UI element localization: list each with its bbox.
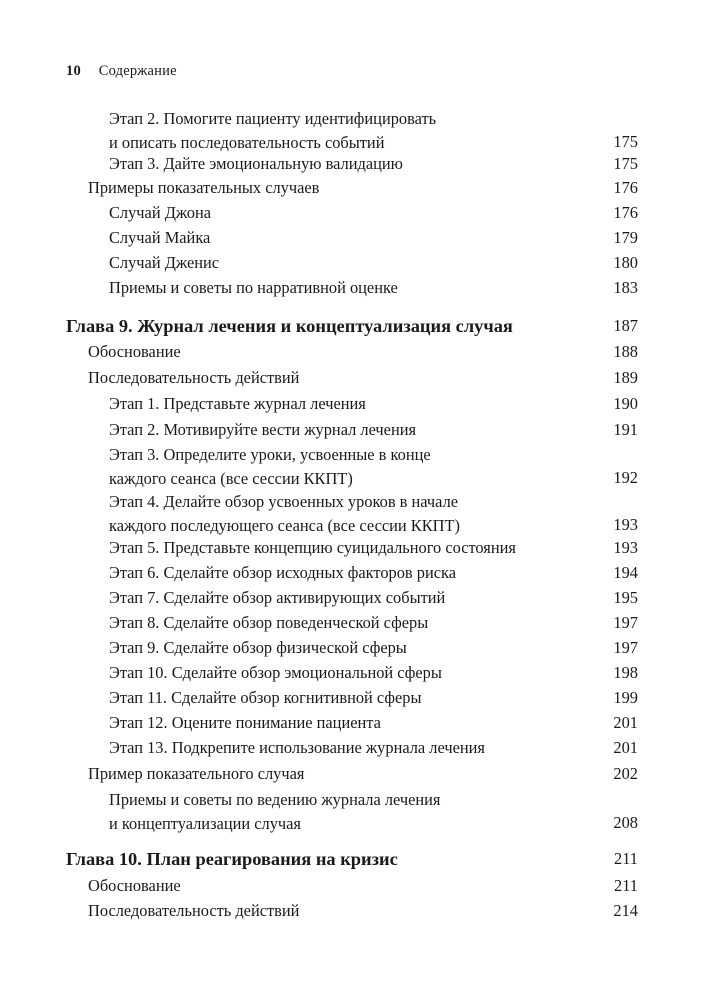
toc-entry-page: 197 bbox=[613, 638, 638, 657]
toc-entry-title bbox=[88, 899, 299, 923]
toc-entry-title bbox=[88, 366, 299, 390]
toc-entry-title bbox=[109, 788, 440, 836]
running-header bbox=[66, 63, 177, 80]
toc-entry-title bbox=[88, 874, 181, 898]
toc-entry-page: 190 bbox=[613, 394, 638, 413]
toc-entry-title-line: Обоснование bbox=[88, 876, 181, 895]
toc-entry-page: 189 bbox=[613, 368, 638, 387]
toc-entry-title-line: Этап 3. Определите уроки, усвоенные в конце bbox=[109, 445, 431, 464]
running-title: Содержание bbox=[98, 63, 177, 79]
toc-entry-page: 176 bbox=[613, 203, 638, 222]
toc-entry-title-line: Глава 9. Журнал лечения и концептуализация случая bbox=[66, 316, 513, 336]
toc-entry-title-line: Этап 7. Сделайте обзор активирующих событий bbox=[109, 588, 446, 607]
toc-entry-page: 191 bbox=[613, 420, 638, 439]
toc-entry-title bbox=[109, 686, 421, 710]
toc-entry-page: 211 bbox=[614, 876, 638, 895]
page-number: 10 bbox=[66, 63, 81, 79]
toc-entry-page: 198 bbox=[613, 663, 638, 682]
toc-entry-title bbox=[109, 418, 416, 442]
toc-entry-title-line: Этап 8. Сделайте обзор поведенческой сферы bbox=[109, 613, 429, 632]
toc-entry-title-line: Обоснование bbox=[88, 342, 181, 361]
toc-entry-title bbox=[88, 176, 319, 200]
toc-entry-page: 193 bbox=[613, 515, 638, 534]
toc-entry-page: 201 bbox=[613, 738, 638, 757]
toc-entry-page: 183 bbox=[613, 278, 638, 297]
toc-entry-title bbox=[109, 226, 210, 250]
toc-entry-page: 208 bbox=[613, 813, 638, 832]
toc-entry-page: 202 bbox=[613, 764, 638, 783]
toc-entry-title-line: Этап 6. Сделайте обзор исходных факторов риска bbox=[109, 563, 456, 582]
toc-entry-title bbox=[109, 392, 366, 416]
toc-entry-title bbox=[109, 443, 431, 491]
toc-entry-title-line: Этап 3. Дайте эмоциональную валидацию bbox=[109, 154, 403, 173]
toc-entry-page: 195 bbox=[613, 588, 638, 607]
toc-entry-title bbox=[109, 536, 516, 560]
toc-entry-page: 175 bbox=[613, 154, 638, 173]
toc-entry-page: 192 bbox=[613, 468, 638, 487]
toc-entry-title bbox=[109, 561, 456, 585]
toc-entry-title-line: Этап 4. Делайте обзор усвоенных уроков в начале bbox=[109, 492, 459, 511]
toc-entry-title-line: Приемы и советы по ведению журнала лечения bbox=[109, 790, 441, 809]
toc-entry-page: 180 bbox=[613, 253, 638, 272]
toc-entry-title bbox=[109, 152, 403, 176]
toc-entry-page: 176 bbox=[613, 178, 638, 197]
toc-entry-title-line: Этап 12. Оцените понимание пациента bbox=[109, 713, 381, 732]
toc-entry-page: 194 bbox=[613, 563, 638, 582]
toc-entry-page: 188 bbox=[613, 342, 638, 361]
toc-entry-title-line: Случай Джона bbox=[109, 203, 212, 222]
toc-entry-title-line: Этап 9. Сделайте обзор физической сферы bbox=[109, 638, 407, 657]
toc-entry-title-line: Пример показательного случая bbox=[88, 764, 305, 783]
toc-entry-title-line: Этап 11. Сделайте обзор когнитивной сферы bbox=[109, 688, 422, 707]
toc-entry-title bbox=[109, 276, 398, 300]
toc-entry-page: 187 bbox=[613, 316, 638, 335]
toc-entry-page: 214 bbox=[613, 901, 638, 920]
toc-entry-title-line: Этап 2. Мотивируйте вести журнал лечения bbox=[109, 420, 417, 439]
toc-entry-title bbox=[66, 314, 513, 338]
toc-entry-title bbox=[109, 251, 219, 275]
toc-entry-title-line: Этап 10. Сделайте обзор эмоциональной сферы bbox=[109, 663, 442, 682]
toc-entry-page: 193 bbox=[613, 538, 638, 557]
toc-entry-page: 211 bbox=[614, 849, 638, 868]
toc-entry-title-line: Последовательность действий bbox=[88, 368, 300, 387]
toc-entry-title-line: и описать последовательность событий bbox=[109, 133, 385, 152]
toc-entry-title bbox=[109, 636, 407, 660]
toc-entry-title-line: Этап 5. Представьте концепцию суицидального состояния bbox=[109, 538, 516, 557]
toc-entry-page: 199 bbox=[613, 688, 638, 707]
toc-entry-title-line: Последовательность действий bbox=[88, 901, 300, 920]
toc-entry-title-line: Этап 1. Представьте журнал лечения bbox=[109, 394, 366, 413]
toc-entry-title-line: Этап 13. Подкрепите использование журнала лечения bbox=[109, 738, 485, 757]
toc-entry-title bbox=[109, 736, 485, 760]
toc-entry-title-line: Глава 10. План реагирования на кризис bbox=[66, 849, 398, 869]
toc-entry-title bbox=[109, 711, 381, 735]
toc-entry-title bbox=[109, 586, 445, 610]
toc-entry-title bbox=[109, 201, 211, 225]
toc-entry-title bbox=[109, 107, 436, 155]
toc-entry-page: 175 bbox=[613, 132, 638, 151]
toc-entry-title bbox=[88, 762, 304, 786]
toc-entry-page: 197 bbox=[613, 613, 638, 632]
toc-entry-title-line: Этап 2. Помогите пациенту идентифицировать bbox=[109, 109, 437, 128]
toc-entry-title bbox=[109, 611, 428, 635]
toc-entry-title-line: Случай Майка bbox=[109, 228, 211, 247]
toc-entry-title bbox=[109, 661, 442, 685]
toc-entry-title-line: каждого последующего сеанса (все сессии ККПТ) bbox=[109, 516, 460, 535]
toc-entry-page: 179 bbox=[613, 228, 638, 247]
toc-entry-title bbox=[66, 847, 398, 871]
toc-entry-title bbox=[109, 490, 460, 538]
toc-entry-title-line: Случай Дженис bbox=[109, 253, 220, 272]
toc-entry-title bbox=[88, 340, 181, 364]
toc-entry-page: 201 bbox=[613, 713, 638, 732]
toc-entry-title-line: каждого сеанса (все сессии ККПТ) bbox=[109, 469, 353, 488]
toc-entry-title-line: Приемы и советы по нарративной оценке bbox=[109, 278, 398, 297]
toc-entry-title-line: и концептуализации случая bbox=[109, 814, 301, 833]
toc-entry-title-line: Примеры показательных случаев bbox=[88, 178, 320, 197]
